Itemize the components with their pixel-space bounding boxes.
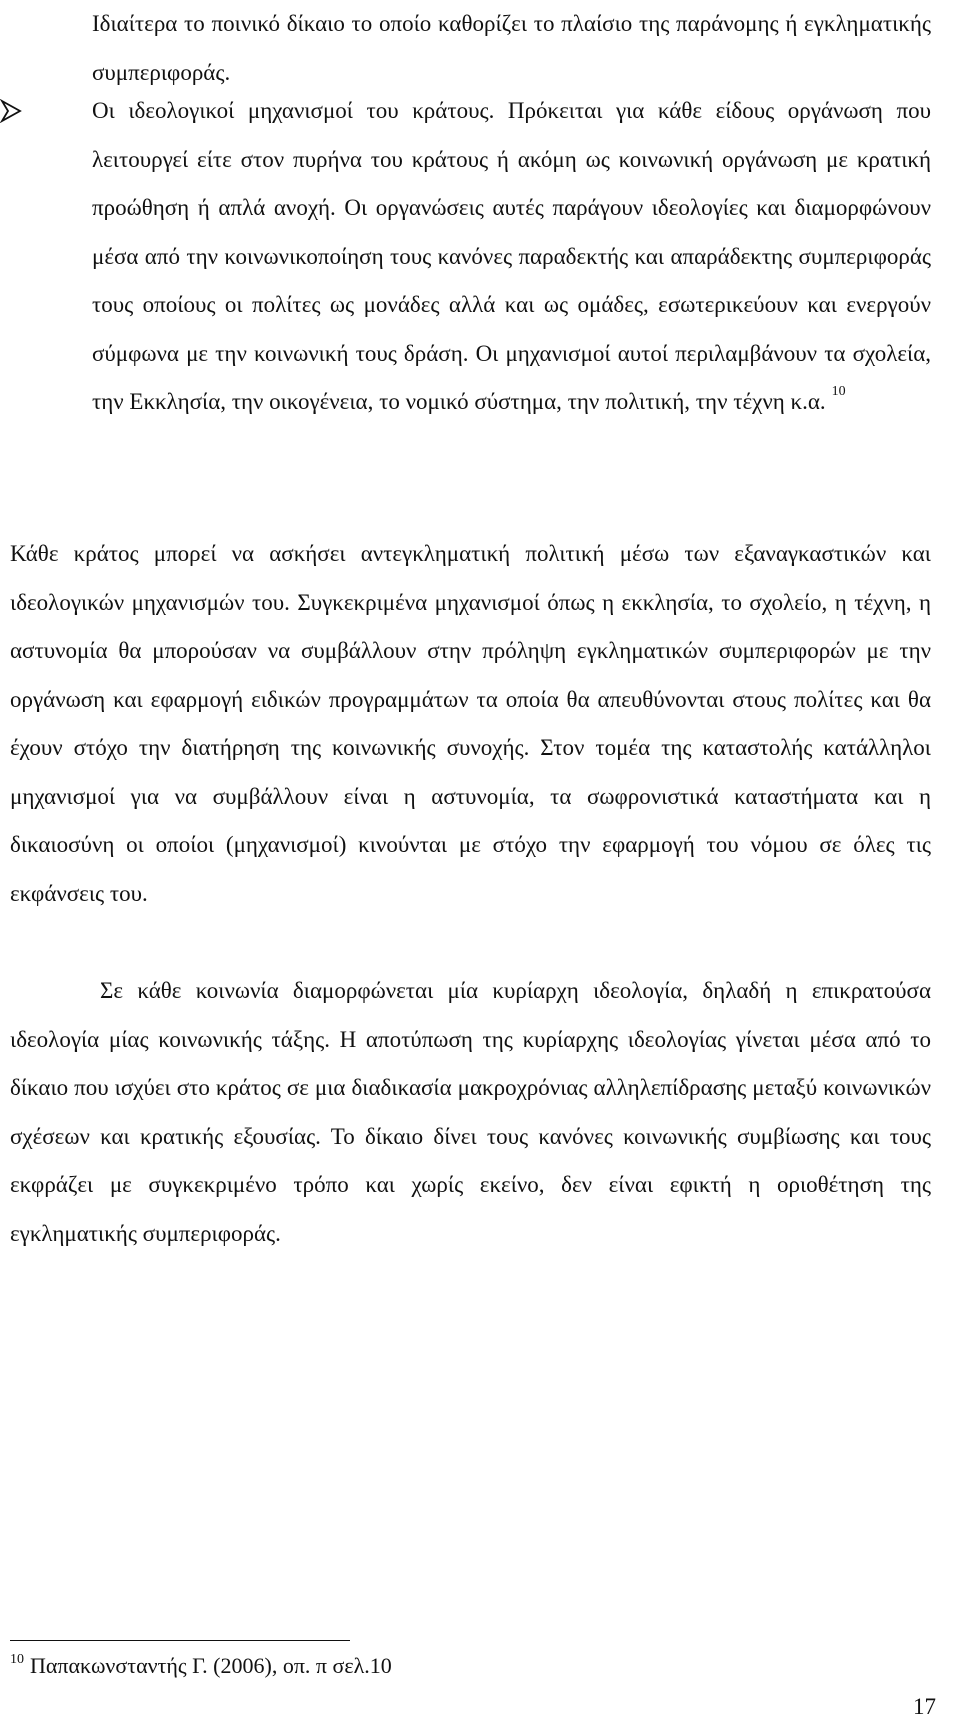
bullet-text: Πρόκειται για κάθε είδους οργάνωση που λειτουργεί είτε στον πυρήνα του κράτους ή ακόμη ως κοινωνική οργάνωση με κρατική προώθηση ή απλά ανοχή. Οι οργανώσεις αυτές παράγουν ιδεολογίες και διαμορφώνουν μέσα από την κοινωνικοποίηση τους κανόνες παραδεκτής και απαράδεκτης συμπεριφοράς τους οποίους οι πολίτες ως μονάδες αλλά και ως ομάδες, εσωτερικεύουν και ενεργούν σύμφωνα με την κοινωνική τους δράση. Οι μηχανισμοί αυτοί περιλαμβάνουν τα σχολεία, την Εκκλησία, την οικογένεια, το νομικό σύστημα, την πολιτική, την τέχνη κ.α. (92, 98, 932, 414)
continuation-paragraph (92, 0, 931, 97)
continuation-text: Ιδιαίτερα το ποινικό δίκαιο το οποίο καθορίζει το πλαίσιο της παράνομης ή εγκληματικής συμπεριφοράς. (92, 11, 931, 85)
paragraph-1-text: Κάθε κράτος μπορεί να ασκήσει αντεγκληματική πολιτική μέσω των εξαναγκαστικών και ιδεολογικών μηχανισμών του. Συγκεκριμένα μηχανισμοί όπως η εκκλησία, το σχολείο, η τέχνη, η αστυνομία θα μπορούσαν να συμβάλλουν στην πρόληψη εγκληματικών συμπεριφορών με την οργάνωση και εφαρμογή ειδικών προγραμμάτων τα οποία θα απευθύνονται στους πολίτες και θα έχουν στόχο την διατήρηση της κοινωνικής συνοχής. Στον τομέα της καταστολής κατάλληλοι μηχανισμοί για να συμβάλλουν είναι η αστυνομία, τα σωφρονιστικά καταστήματα και η δικαιοσύνη οι οποίοι (μηχανισμοί) κινούνται με στόχο την εφαρμογή του νόμου σε όλες τις εκφάνσεις του. (10, 541, 931, 906)
paragraph-2-text: Σε κάθε κοινωνία διαμορφώνεται μία κυρίαρχη ιδεολογία, δηλαδή η επικρατούσα ιδεολογία μίας κοινωνικής τάξης. Η αποτύπωση της κυρίαρχης ιδεολογίας γίνεται μέσα από το δίκαιο που ισχύει στο κράτος σε μια διαδικασία μακροχρόνιας αλληλεπίδρασης μεταξύ κοινωνικών σχέσεων και κρατικής εξουσίας. Το δίκαιο δίνει τους κανόνες κοινωνικής συμβίωσης και τους εκφράζει με συγκεκριμένο τρόπο και χωρίς εκείνο, δεν είναι εφικτή η οριοθέτηση της εγκληματικής συμπεριφοράς. (10, 978, 931, 1246)
page-number: 17 (913, 1694, 936, 1719)
bullet-lead: Οι ιδεολογικοί μηχανισμοί του κράτους. (92, 98, 495, 123)
footnote-separator (10, 1640, 350, 1641)
footnote-number: 10 (10, 1652, 24, 1667)
footnote-text: Παπακωνσταντής Γ. (2006), οπ. π σελ.10 (30, 1653, 392, 1678)
arrow-bullet-icon (0, 99, 22, 123)
paragraph-2 (10, 967, 931, 1258)
paragraph-1 (10, 530, 931, 918)
footnote (10, 1652, 392, 1680)
bullet-item (92, 87, 931, 427)
footnote-reference[interactable]: 10 (831, 384, 846, 399)
